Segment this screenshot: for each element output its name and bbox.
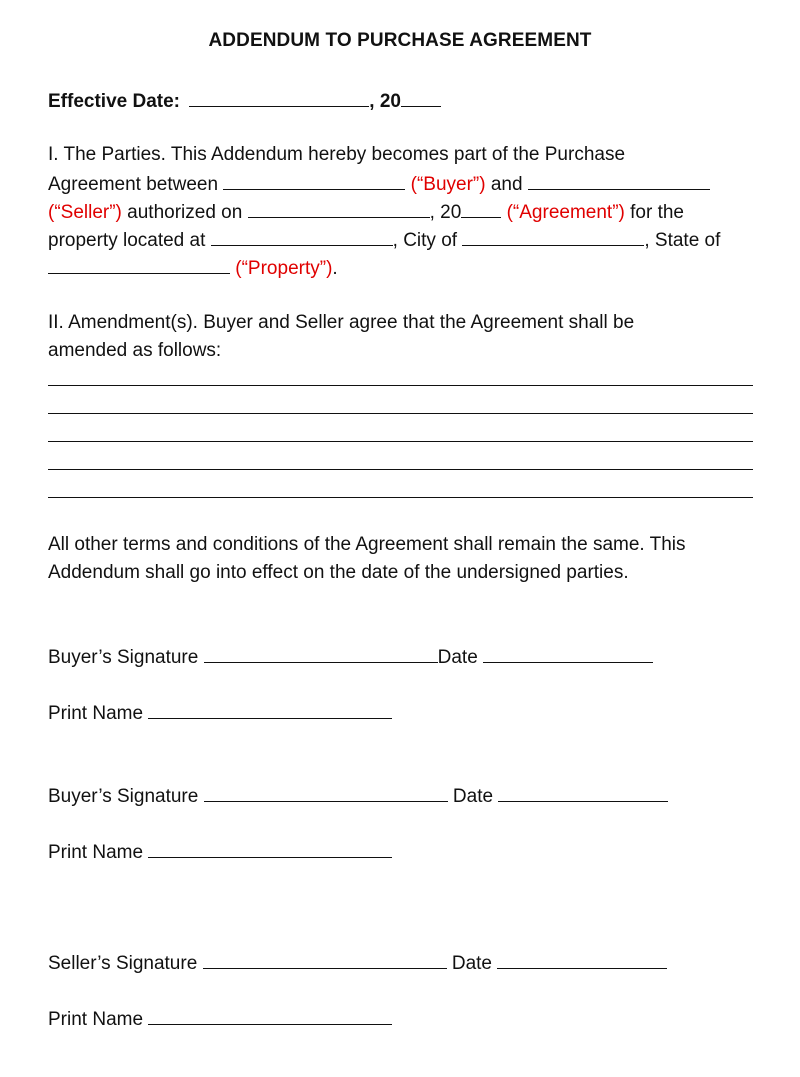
seller-print-name-row <box>48 1006 392 1032</box>
buyer-tag: (“Buyer”) <box>410 174 486 195</box>
buyer-name-field[interactable] <box>223 171 405 190</box>
for-the-text: for the <box>630 202 684 223</box>
property-tag: (“Property”) <box>235 258 333 279</box>
amendment-line[interactable] <box>48 413 753 414</box>
amendment-line[interactable] <box>48 469 753 470</box>
effective-date-year-prefix: 20 <box>379 91 401 112</box>
buyer2-print-name-row <box>48 839 392 865</box>
buyer1-date-label: Date <box>437 647 478 668</box>
parties-line-3 <box>48 199 684 225</box>
state-of-text: , State of <box>644 230 721 251</box>
buyer1-signature-row <box>48 644 653 670</box>
authorized-on-text: authorized on <box>127 202 243 223</box>
buyer1-signature-label: Buyer’s Signature <box>48 647 199 668</box>
parties-line-4 <box>48 227 720 253</box>
effective-date-field[interactable] <box>189 88 369 107</box>
buyer2-signature-label: Buyer’s Signature <box>48 786 199 807</box>
parties-line-5 <box>48 255 338 281</box>
seller-signature-row <box>48 950 667 976</box>
amendment-line[interactable] <box>48 385 753 386</box>
effective-date-row <box>48 88 441 114</box>
seller-signature-field[interactable] <box>203 950 447 969</box>
buyer2-signature-row <box>48 783 668 809</box>
authorized-year-prefix: , 20 <box>429 202 462 223</box>
buyer2-signature-field[interactable] <box>204 783 448 802</box>
buyer1-signature-field[interactable] <box>204 644 438 663</box>
document-title: ADDENDUM TO PURCHASE AGREEMENT <box>208 30 592 51</box>
agreement-tag: (“Agreement”) <box>506 202 625 223</box>
parties-and-text: and <box>490 174 523 195</box>
buyer2-print-name-label: Print Name <box>48 842 144 863</box>
buyer2-print-name-field[interactable] <box>148 839 392 858</box>
authorized-year-field[interactable] <box>461 199 501 218</box>
seller-date-field[interactable] <box>497 950 667 969</box>
city-of-text: , City of <box>392 230 458 251</box>
seller-tag: (“Seller”) <box>48 202 122 223</box>
state-field[interactable] <box>48 255 230 274</box>
property-located-text: property located at <box>48 230 206 251</box>
authorized-date-field[interactable] <box>248 199 430 218</box>
property-address-field[interactable] <box>211 227 393 246</box>
closing-line-2: Addendum shall go into effect on the date of the undersigned parties. <box>48 562 629 583</box>
parties-text: Agreement between <box>48 174 219 195</box>
effective-date-year-field[interactable] <box>401 88 441 107</box>
buyer2-date-field[interactable] <box>498 783 668 802</box>
parties-line-1: I. The Parties. This Addendum hereby becomes part of the Purchase <box>48 144 626 165</box>
buyer2-date-label: Date <box>452 786 494 807</box>
amendments-line-2: amended as follows: <box>48 340 222 361</box>
closing-line-1: All other terms and conditions of the Agreement shall remain the same. This <box>48 534 686 555</box>
parties-line-2 <box>48 171 710 197</box>
seller-signature-label: Seller’s Signature <box>48 953 198 974</box>
buyer1-print-name-row <box>48 700 392 726</box>
city-field[interactable] <box>462 227 644 246</box>
amendment-line[interactable] <box>48 497 753 498</box>
seller-print-name-label: Print Name <box>48 1009 144 1030</box>
effective-date-label: Effective Date: <box>48 91 180 112</box>
seller-name-field[interactable] <box>528 171 710 190</box>
seller-print-name-field[interactable] <box>148 1006 392 1025</box>
amendment-line[interactable] <box>48 441 753 442</box>
amendments-line-1: II. Amendment(s). Buyer and Seller agree that the Agreement shall be <box>48 312 635 333</box>
period-text: . <box>332 258 338 279</box>
buyer1-print-name-label: Print Name <box>48 703 144 724</box>
seller-date-label: Date <box>451 953 492 974</box>
buyer1-print-name-field[interactable] <box>148 700 392 719</box>
buyer1-date-field[interactable] <box>483 644 653 663</box>
effective-date-comma: , <box>369 91 375 112</box>
